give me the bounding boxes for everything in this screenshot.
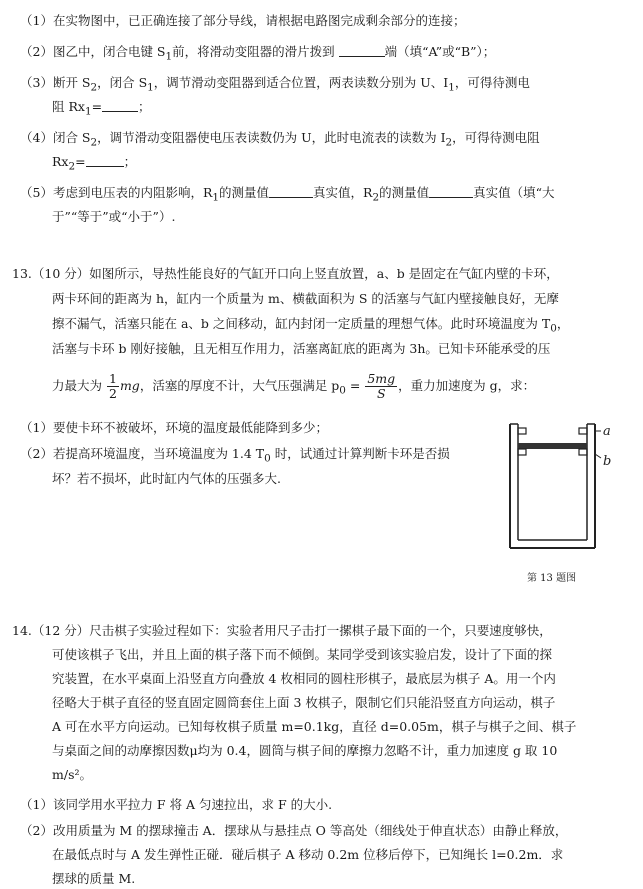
answer-blank	[102, 99, 138, 112]
q12-item-5: （5）考虑到电压表的内阻影响，$R_1$的测量值 真实值，$R_2$的测量值 真实值（填“大	[20, 185, 555, 204]
answer-blank	[86, 154, 124, 167]
q14-line-5: A 可在水平方向运动。已知每枚棋子质量 m=0.1kg，直径 d=0.05m，棋子与棋子之间、棋子	[52, 719, 577, 734]
q14-line-3: 究装置，在水平桌面上沿竖直方向叠放 4 枚相同的圆柱形棋子，最底层为棋子 A。用一个内	[52, 671, 556, 686]
clamp-ring-a-left	[518, 428, 526, 434]
q14-line-7: m/s²。	[52, 767, 92, 782]
clamp-ring-a-right	[579, 428, 587, 434]
q13-line-5: 力最大为 $\frac{1}{2}$ mg，活塞的厚度不计，大气压强满足 $p_0$ = $\frac{5mg}{S}$ ，重力加速度为 g，求：	[52, 371, 536, 401]
q13-sub-2: （2）若提高环境温度，当环境温度为 1.4 $T_0$ 时，试通过计算判断卡环是否损	[20, 446, 450, 465]
fraction-pressure: $\frac{5mg}{S}$	[367, 371, 396, 401]
q14-line-1: 14.（12 分）尺击棋子实验过程如下：实验者用尺子击打一摞棋子最下面的一个，只要速度够快，	[12, 623, 552, 638]
q14-sub-2-cont: 在最低点时与 A 发生弹性正碰．碰后棋子 A 移动 0.2m 位移后停下，已知绳长 l=0.2m．求	[52, 847, 564, 862]
q13-sub-2-cont: 坏？若不损坏，此时缸内气体的压强多大.	[52, 471, 281, 486]
q12-item-3-cont: 阻 $Rx_1=$ ；	[52, 99, 151, 118]
fraction-half: $\frac{1}{2}$	[109, 371, 117, 401]
answer-blank	[269, 185, 313, 198]
q12-item-4: （4）闭合 $S_2$，调节滑动变阻器使电压表读数仍为 U，此时电流表的读数为 $I_2$，可得待测电阻	[20, 130, 540, 149]
q13-line-1: 13.（10 分）如图所示，导热性能良好的气缸开口向上竖直放置，a、b 是固定在气缸内壁的卡环，	[12, 266, 559, 281]
q13-line-4: 活塞与卡环 b 刚好接触，且无相互作用力，活塞离缸底的距离为 3h。已知卡环能承受的压	[52, 341, 551, 356]
q14-line-4: 径略大于棋子直径的竖直固定圆筒套住上面 3 枚棋子，限制它们只能沿竖直方向运动，棋子	[52, 695, 556, 710]
q13-line-2: 两卡环间的距离为 h，缸内一个质量为 m、横截面积为 S 的活塞与气缸内壁接触良好，无摩	[52, 291, 559, 306]
q14-sub-2-cont-2: 摆球的质量 M.	[52, 871, 136, 886]
clamp-ring-b-left	[518, 449, 526, 455]
q14-sub-1: （1）该同学用水平拉力 F 将 A 匀速拉出，求 F 的大小.	[20, 797, 333, 812]
answer-blank	[339, 44, 385, 57]
label-a: a	[603, 424, 611, 439]
q14-line-6: 与桌面之间的动摩擦因数μ均为 0.4，圆筒与棋子间的摩擦力忽略不计，重力加速度 g 取 10	[52, 743, 558, 758]
answer-blank	[429, 185, 473, 198]
q12-item-2: （2）图乙中，闭合电键 $S_1$前，将滑动变阻器的滑片拨到 端（填“A”或“B”）；	[20, 44, 496, 63]
q12-item-3: （3）断开 $S_2$，闭合 $S_1$，调节滑动变阻器到适合位置，两表读数分别为 U、$I_1$，可得待测电	[20, 75, 530, 94]
cylinder-figure	[500, 418, 620, 568]
q13-sub-1: （1）要使卡环不被破坏，环境的温度最低能降到多少；	[20, 420, 328, 435]
q12-item-5-cont: 于”“等于”或“小于”）.	[52, 209, 176, 224]
label-b: b	[603, 454, 612, 469]
q14-line-2: 可使该棋子飞出，并且上面的棋子落下而不倾倒。某同学受到该实验启发，设计了下面的探	[52, 647, 553, 662]
q13-line-3: 擦不漏气，活塞只能在 a、b 之间移动，缸内封闭一定质量的理想气体。此时环境温度为 $T_0$，	[52, 316, 570, 335]
clamp-ring-b-right	[579, 449, 587, 455]
q12-item-1: （1）在实物图中，已正确连接了部分导线，请根据电路图完成剩余部分的连接；	[20, 13, 466, 28]
figure-caption: 第 13 题图	[527, 573, 577, 584]
q12-item-4-cont: $Rx_2=$ ；	[52, 154, 137, 173]
q14-sub-2: （2）改用质量为 M 的摆球撞击 A．摆球从与悬挂点 O 等高处（细线处于伸直状态）由静止释放，	[20, 823, 568, 838]
piston	[518, 443, 587, 449]
